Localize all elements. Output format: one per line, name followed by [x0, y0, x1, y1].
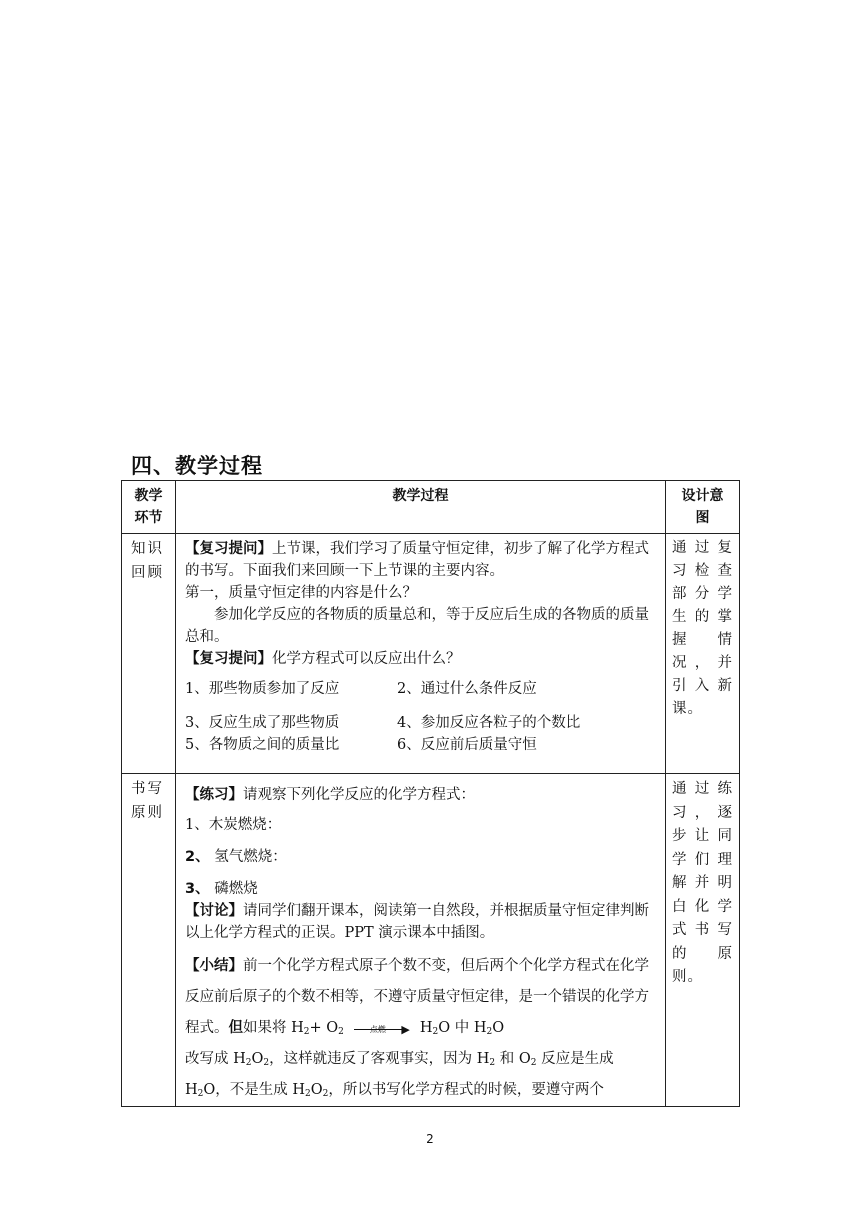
stage-cell-review	[122, 534, 176, 774]
summary-if: 如果将	[243, 1020, 292, 1036]
reaction-arrow-line	[354, 1029, 406, 1030]
header-stage-line2: 环节	[134, 510, 163, 526]
intent-cell-review: 通过复习检查部分学生的掌握情况，并引入新课。	[666, 534, 740, 774]
reaction-condition: 点燃	[369, 1025, 386, 1034]
teaching-process-table	[121, 480, 740, 1107]
exercise-tag: 【练习】	[185, 787, 243, 803]
header-process: 教学过程	[176, 481, 666, 534]
summary-line-c1: ，不是生成	[215, 1082, 293, 1098]
discussion-text: 请同学们翻开课本，阅读第一自然段，并根据质量守恒定律判断以上化学方程式的正误。PPT 演示课本中插图。	[185, 903, 649, 941]
formula-h2o2-a: $H_2O_2$	[233, 1051, 270, 1068]
review-question-law: 第一，质量守恒定律的内容是什么？	[185, 585, 417, 601]
table-row-principles	[122, 774, 740, 1107]
formula-o2: $O_2$	[518, 1051, 537, 1068]
exercise-item-1: 1、木炭燃烧：	[185, 817, 282, 833]
summary-paragraph	[185, 951, 657, 1106]
header-intent-line2: 图	[695, 510, 710, 526]
exercise-line	[185, 784, 657, 806]
review-question-1	[185, 538, 657, 582]
stage-principles-line2: 原则	[131, 805, 164, 821]
summary-line-b3: 反应是生成	[536, 1051, 614, 1067]
exercise-item-3-num: 3、	[185, 881, 210, 897]
arrow-head-icon: ▶	[401, 1023, 410, 1036]
summary-tag: 【小结】	[185, 958, 243, 974]
formula-h2-plus-o2: $H_2+ O_2$	[291, 1020, 344, 1037]
review-item-4: 4、参加反应各粒子的个数比	[397, 715, 581, 731]
summary-but: 但	[228, 1020, 243, 1036]
exercise-text: 请观察下列化学反应的化学方程式：	[243, 787, 475, 803]
review-item-2: 2、通过什么条件反应	[397, 681, 537, 697]
formula-h2: $H_2$	[476, 1051, 496, 1068]
stage-review-line2: 回顾	[131, 565, 164, 581]
section-title: 四、教学过程	[131, 454, 263, 478]
header-stage	[122, 481, 176, 534]
stage-principles-line1: 书写	[131, 781, 164, 797]
review-answer-law: 参加化学反应的各物质的质量总和，等于反应后生成的各物质的质量总和。	[185, 607, 649, 645]
discussion-line	[185, 900, 657, 944]
exercise-item-2-num: 2、	[185, 849, 210, 865]
exercise-item-3-text: 磷燃烧	[209, 881, 258, 897]
table-header-row	[122, 481, 740, 534]
header-stage-line1: 教学	[134, 488, 163, 504]
review-items-row-3	[185, 734, 657, 756]
summary-line-b2: ，这样就违反了客观事实，因为	[269, 1051, 477, 1067]
review-items-row-2	[185, 712, 657, 734]
exercise-item-2-text: 氢气燃烧：	[209, 849, 287, 865]
header-intent	[666, 481, 740, 534]
formula-h2o-b: $H_2O$	[473, 1020, 505, 1037]
summary-text: 前一个化学方程式原子个数不变，但后两个个化学方程式在化学反应前后原子的个数不相等，不遵守质量守恒定律，是一个错误的化学方程式。	[185, 958, 649, 1036]
process-cell-principles	[176, 774, 666, 1107]
formula-h2o2-b: $H_2O_2$	[292, 1082, 329, 1099]
review-item-5: 5、各物质之间的质量比	[185, 737, 340, 753]
review-item-1: 1、那些物质参加了反应	[185, 681, 340, 697]
exercise-item-3	[185, 878, 657, 900]
review-item-3: 3、反应生成了那些物质	[185, 715, 340, 731]
review-tag-2: 【复习提问】	[185, 651, 272, 667]
stage-cell-principles	[122, 774, 176, 1107]
intent-cell-principles: 通过练习，逐步让同学们理解并明白化学式书写的原则。	[666, 774, 740, 1107]
reaction-arrow	[354, 1021, 410, 1035]
page-number: 2	[426, 1132, 434, 1146]
formula-h2o-c: $H_2O$	[185, 1082, 216, 1099]
review-item-6: 6、反应前后质量守恒	[397, 737, 537, 753]
summary-and: 和	[495, 1051, 519, 1067]
exercise-item-2	[185, 846, 657, 868]
review-tag-1: 【复习提问】	[185, 541, 272, 557]
formula-h2o-a: $H_2O$	[419, 1020, 451, 1037]
process-cell-review	[176, 534, 666, 774]
discussion-tag: 【讨论】	[185, 903, 243, 919]
summary-line-b: 改写成	[185, 1051, 234, 1067]
summary-line-c2: ，所以书写化学方程式的时候，要遵守两个	[328, 1082, 604, 1098]
summary-mid: 中	[450, 1020, 474, 1036]
review-text-2: 化学方程式可以反应出什么？	[272, 651, 461, 667]
review-question-2	[185, 648, 657, 670]
header-intent-line1: 设计意	[681, 488, 724, 504]
table-row-review	[122, 534, 740, 774]
review-items-row-1	[185, 678, 657, 700]
review-text-1: 上节课，我们学习了质量守恒定律，初步了解了化学方程式的书写。下面我们来回顾一下上节课的主要内容。	[185, 541, 649, 579]
stage-review-line1: 知识	[131, 541, 164, 557]
